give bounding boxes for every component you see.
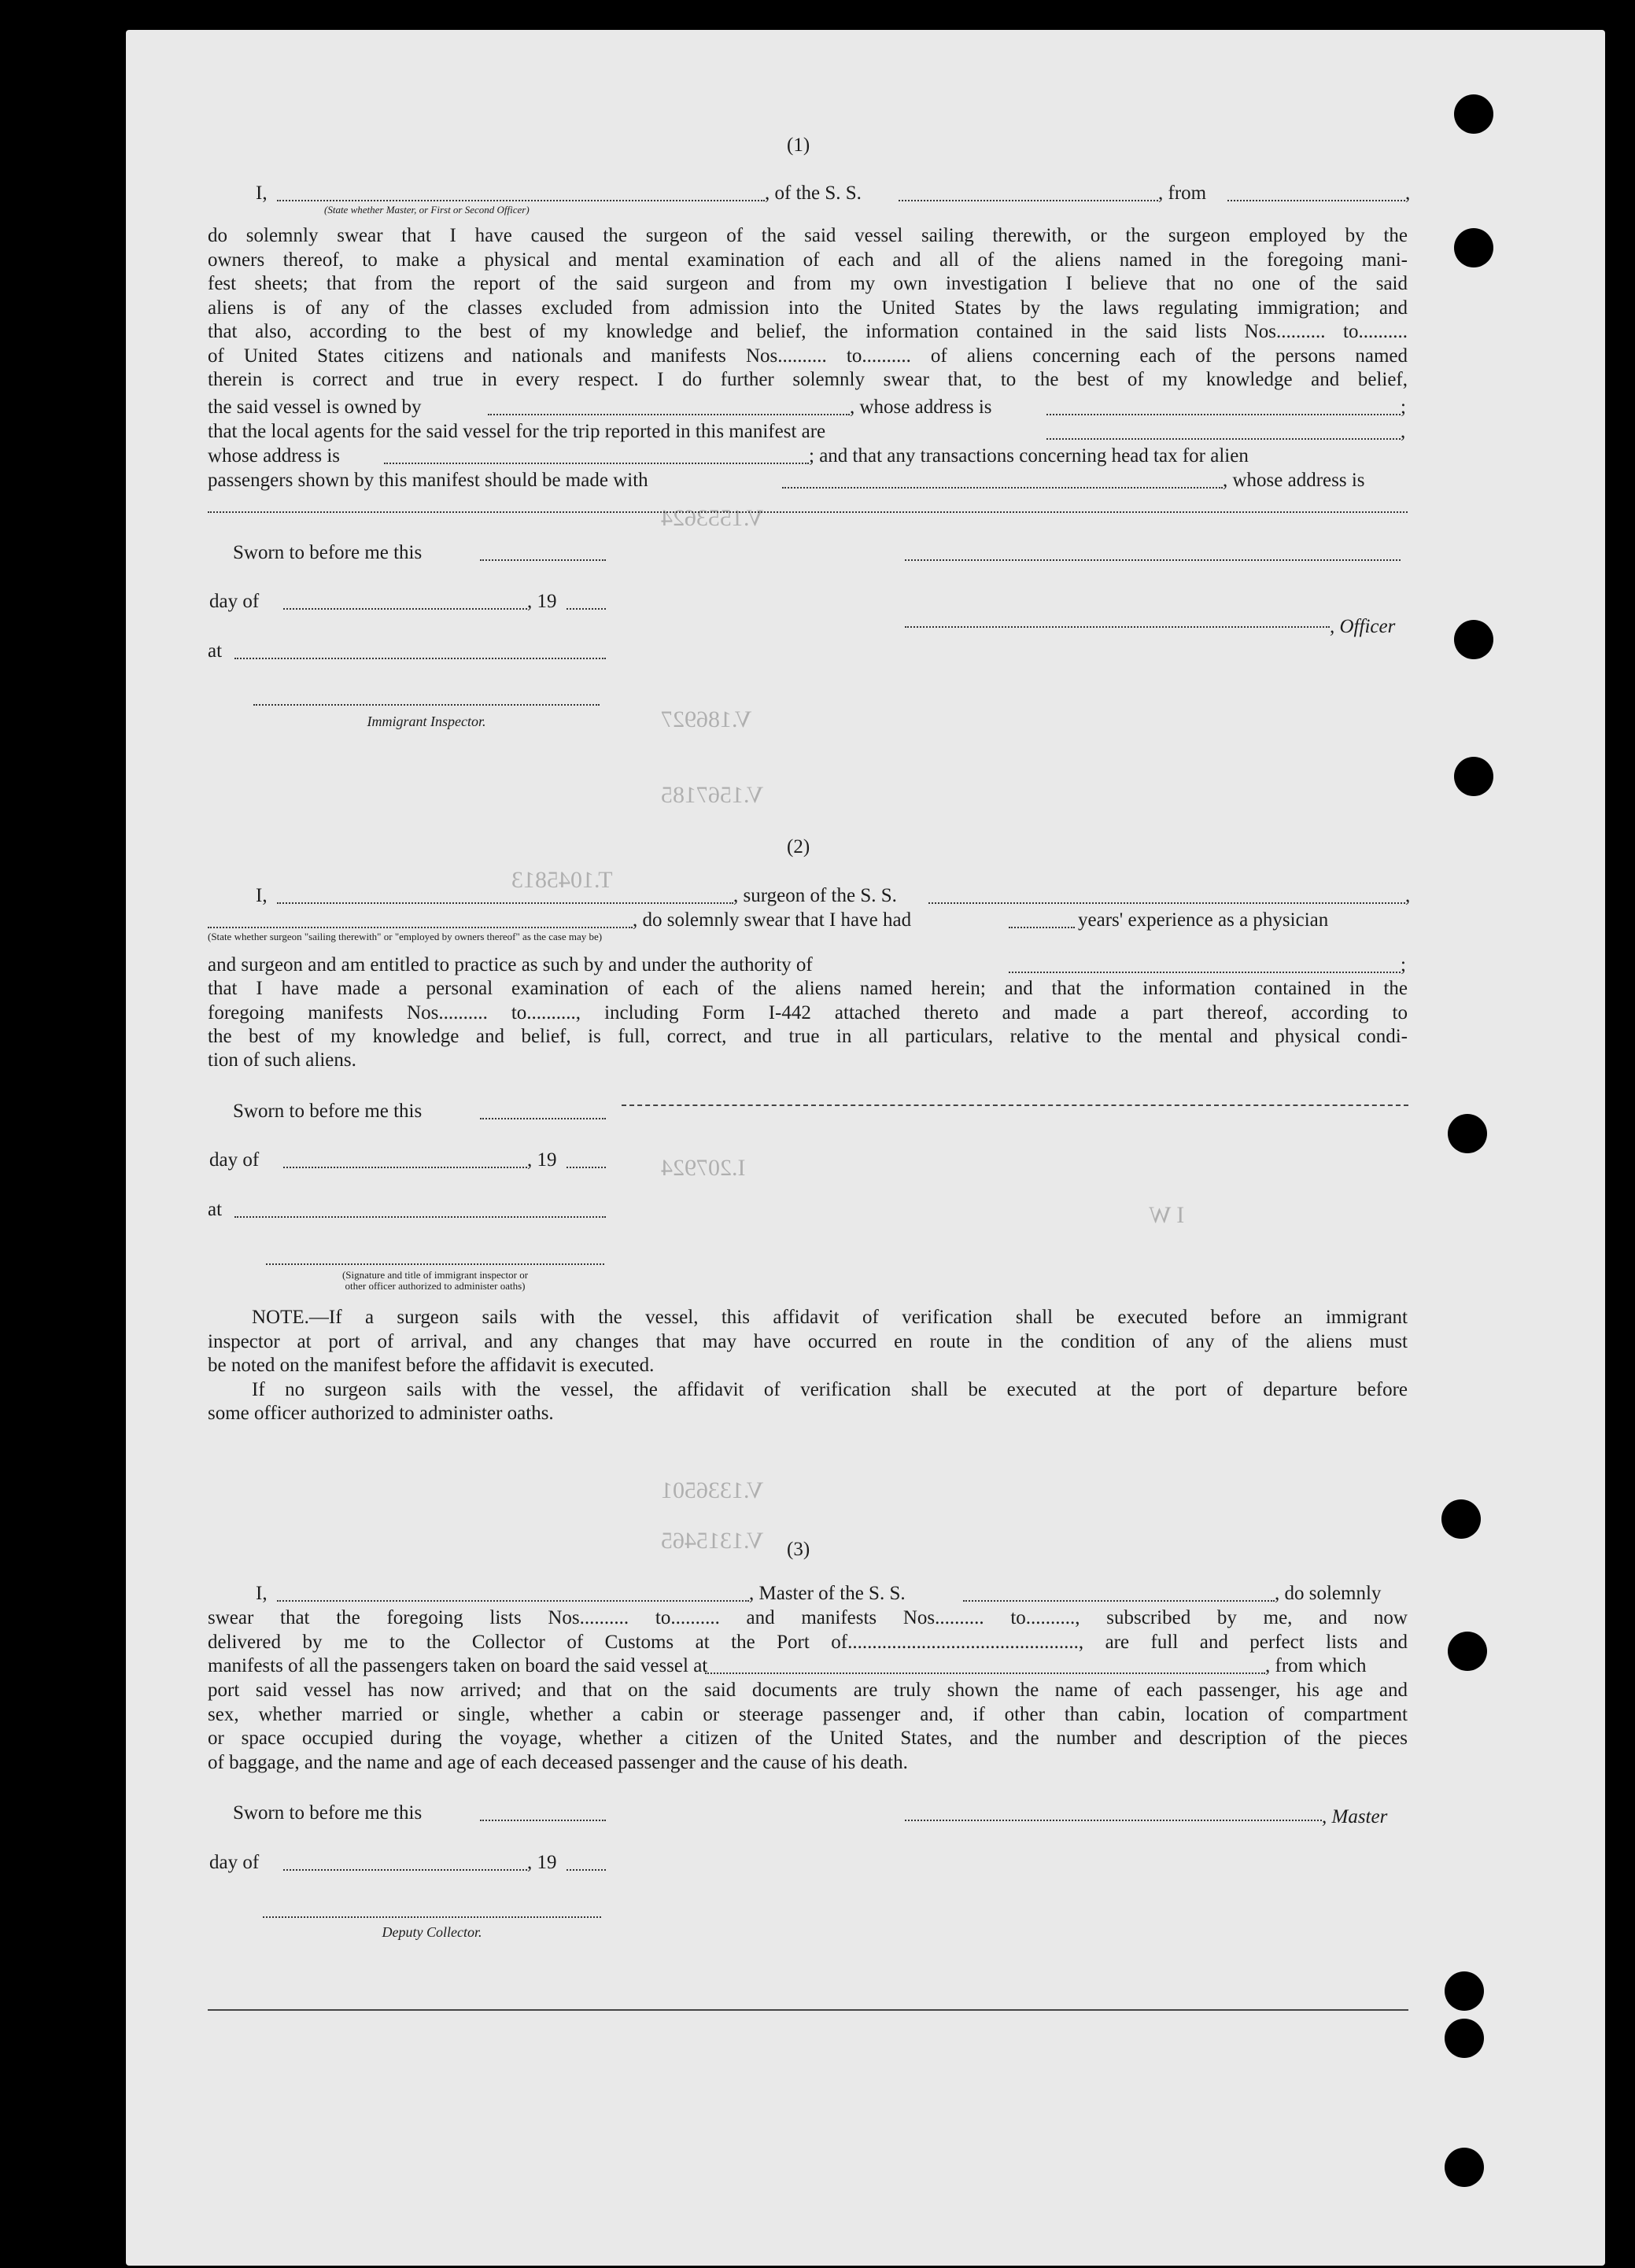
inspector-signature-blank xyxy=(266,1263,604,1265)
ghost-stamp: I W xyxy=(1149,1202,1185,1228)
section-number: (1) xyxy=(787,135,810,156)
punch-hole xyxy=(1441,1499,1481,1539)
month-blank xyxy=(283,608,527,610)
semicolon: ; xyxy=(1401,954,1406,975)
inspector-signature-blank xyxy=(253,704,600,706)
year-label: , 19 xyxy=(527,591,557,612)
day-of-label: day of xyxy=(209,1149,260,1171)
state-note: (State whether surgeon "sailing therewith" or "employed by owners thereof" as the case may be) xyxy=(208,931,603,942)
officer-title-blank xyxy=(905,626,1330,628)
day-of-label: day of xyxy=(209,591,260,612)
paragraph-2-last-line: tion of such aliens. xyxy=(208,1049,356,1071)
punch-hole xyxy=(1454,228,1493,267)
solemnly-label: , do solemnly xyxy=(1275,1583,1382,1604)
whose-address-label: , whose address is xyxy=(850,396,992,418)
ghost-stamp: I.207924 xyxy=(661,1155,746,1181)
years-label: years' experience as a physician xyxy=(1078,909,1329,931)
years-blank xyxy=(1009,927,1075,928)
sworn-day-blank xyxy=(480,1820,606,1821)
punch-hole xyxy=(1445,1971,1484,2011)
punch-hole xyxy=(1454,757,1493,796)
ghost-stamp: T.1045813 xyxy=(511,867,613,893)
vessel-blank xyxy=(899,200,1158,201)
ghost-stamp: V.186927 xyxy=(661,706,752,732)
year-blank xyxy=(567,1869,606,1871)
vessel-blank xyxy=(928,902,1405,904)
signature-note: (Signature and title of immigrant inspector or xyxy=(341,1269,529,1281)
officer-label: , Officer xyxy=(1330,616,1396,637)
ghost-stamp: V.1567185 xyxy=(661,782,764,808)
surgeon-name-blank xyxy=(277,902,733,904)
inspector-label: Immigrant Inspector. xyxy=(367,714,486,729)
sworn-label: Sworn to before me this xyxy=(233,1802,423,1824)
note-paragraph-2: If no surgeon sails with the vessel, the affidavit of verification shall be executed at the port of departure before xyxy=(252,1379,1408,1400)
agents-label: that the local agents for the said vessel for the trip reported in this manifest are xyxy=(208,421,826,442)
vessel-blank xyxy=(963,1600,1275,1602)
sworn-label: Sworn to before me this xyxy=(233,542,423,563)
collector-signature-blank xyxy=(263,1916,601,1918)
address-line-blank xyxy=(208,511,1408,513)
from-label: , from xyxy=(1158,183,1207,204)
port-blank xyxy=(705,1672,1265,1674)
signature-note: other officer authorized to administer oaths) xyxy=(345,1280,526,1292)
owned-by-label: the said vessel is owned by xyxy=(208,396,422,418)
at-place-blank xyxy=(234,658,606,659)
oath-paragraph-1: do solemnly swear that I have caused the surgeon of the said vessel sailing therewith, or the surgeon employed by the owners thereof, to make a physical and mental examination of each and all of the aliens named in the foregoing mani- fest sheets; that from the report of the said surgeon and from my own investigation I believe that no one of the said aliens is of any of the classes excluded from admission into the United States by the laws regulating immigration; and that also, according to the best of my knowledge and belief, the information contained in the said lists Nos.......... to.......... of United States citizens and nationals and manifests Nos.......... to.......... of aliens concerning each of the persons named therein is correct and true in every respect. I do further solemnly swear that, to the best of my knowledge and belief, xyxy=(208,225,1408,390)
punch-hole xyxy=(1448,1114,1487,1153)
at-label: at xyxy=(208,640,223,662)
year-blank xyxy=(567,608,606,610)
comma: , xyxy=(1405,885,1411,906)
oath-paragraph-2: that I have made a personal examination of each of the aliens named herein; and that the information contained in the foregoing manifests Nos.......... to.........., including Form I-442 attached thereto and made a part thereof, according to the best of my knowledge and belief, is full, correct, and true in all particulars, relative to the mental and physical condi- xyxy=(208,978,1408,1047)
note-last-line: be noted on the manifest before the affidavit is executed. xyxy=(208,1355,655,1376)
authority-blank xyxy=(1009,972,1401,973)
at-place-blank xyxy=(234,1216,606,1218)
note-label: NOTE. xyxy=(252,1307,309,1328)
day-of-label: day of xyxy=(209,1852,260,1873)
master-of-label: , Master of the S. S. xyxy=(749,1583,906,1604)
section-number: (3) xyxy=(787,1539,810,1560)
solemnly-label: , do solemnly swear that I have had xyxy=(633,909,912,931)
oath-i-label: I, xyxy=(256,183,268,204)
year-label: , 19 xyxy=(527,1852,557,1873)
punch-hole xyxy=(1448,1632,1487,1671)
year-label: , 19 xyxy=(527,1149,557,1171)
surgeon-status-blank xyxy=(208,927,633,928)
punch-hole xyxy=(1445,2019,1484,2058)
punch-hole xyxy=(1454,94,1493,134)
paragraph-3-last-line: of baggage, and the name and age of each deceased passenger and the cause of his death. xyxy=(208,1752,908,1773)
officer-name-blank xyxy=(277,200,765,201)
collector-label: Deputy Collector. xyxy=(382,1924,482,1940)
oath-paragraph-3: swear that the foregoing lists Nos.......... to.......... and manifests Nos.......... to.........., subscribed by me, and now delivered by me to the Collector of Customs at the Port of..............................................., are full and perfect lists and xyxy=(208,1607,1408,1653)
authority-label: and surgeon and am entitled to practice as such by and under the authority of xyxy=(208,954,813,975)
ghost-stamp: V.1553624 xyxy=(661,505,764,531)
oath-paragraph-3b: port said vessel has now arrived; and that on the said documents are truly shown the name of each passenger, his age and sex, whether married or single, whether a cabin or steerage passenger and, if other than cabin, location of compartment or space occupied during the voyage, whether a citizen of the United States, and the number and description of the pieces xyxy=(208,1680,1408,1749)
owner-blank xyxy=(488,414,850,415)
owner-address-blank xyxy=(1046,414,1401,415)
punch-hole xyxy=(1445,2148,1484,2187)
master-signature-blank xyxy=(905,1820,1322,1821)
master-label: , Master xyxy=(1322,1806,1388,1827)
month-blank xyxy=(283,1869,527,1871)
note-2-last-line: some officer authorized to administer oaths. xyxy=(208,1403,554,1424)
agents-address-blank xyxy=(384,463,809,464)
whose-address-label-2: , whose address is xyxy=(1223,470,1365,491)
manifests-label: manifests of all the passengers taken on board the said vessel at xyxy=(208,1655,708,1676)
at-label: at xyxy=(208,1199,223,1220)
master-name-blank xyxy=(277,1600,749,1602)
head-tax-text: ; and that any transactions concerning head tax for alien xyxy=(809,445,1249,467)
agents-address-label: whose address is xyxy=(208,445,341,467)
surgeon-of-label: , surgeon of the S. S. xyxy=(733,885,897,906)
ghost-stamp: V.1336501 xyxy=(661,1477,764,1503)
state-note: (State whether Master, or First or Second Officer) xyxy=(324,204,530,216)
sworn-day-blank xyxy=(480,1118,606,1119)
section-number: (2) xyxy=(787,836,810,857)
surgeon-signature-line xyxy=(622,1104,1408,1106)
month-blank xyxy=(283,1167,527,1168)
from-blank xyxy=(1227,200,1405,201)
oath-i-label: I, xyxy=(256,885,268,906)
agents-blank xyxy=(1046,438,1401,440)
sworn-day-blank xyxy=(480,559,606,561)
sworn-label: Sworn to before me this xyxy=(233,1101,423,1122)
punch-hole xyxy=(1454,620,1493,659)
from-which-label: , from which xyxy=(1265,1655,1367,1676)
semicolon: ; xyxy=(1401,396,1406,418)
passengers-text: passengers shown by this manifest should be made with xyxy=(208,470,648,491)
ghost-stamp: V.1315465 xyxy=(661,1528,764,1554)
comma: , xyxy=(1401,421,1406,442)
officer-signature-blank xyxy=(905,559,1401,561)
note-paragraph: NOTE.—If a surgeon sails with the vessel, this affidavit of verification shall be executed before an immigrant inspector at port of arrival, and any changes that may have occurred en route in the condition of any of the aliens must xyxy=(208,1307,1408,1352)
of-ss-label: , of the S. S. xyxy=(765,183,862,204)
head-tax-agent-blank xyxy=(782,487,1223,489)
oath-i-label: I, xyxy=(256,1583,268,1604)
year-blank xyxy=(567,1167,606,1168)
bottom-rule xyxy=(208,2009,1408,2011)
comma: , xyxy=(1405,183,1411,204)
